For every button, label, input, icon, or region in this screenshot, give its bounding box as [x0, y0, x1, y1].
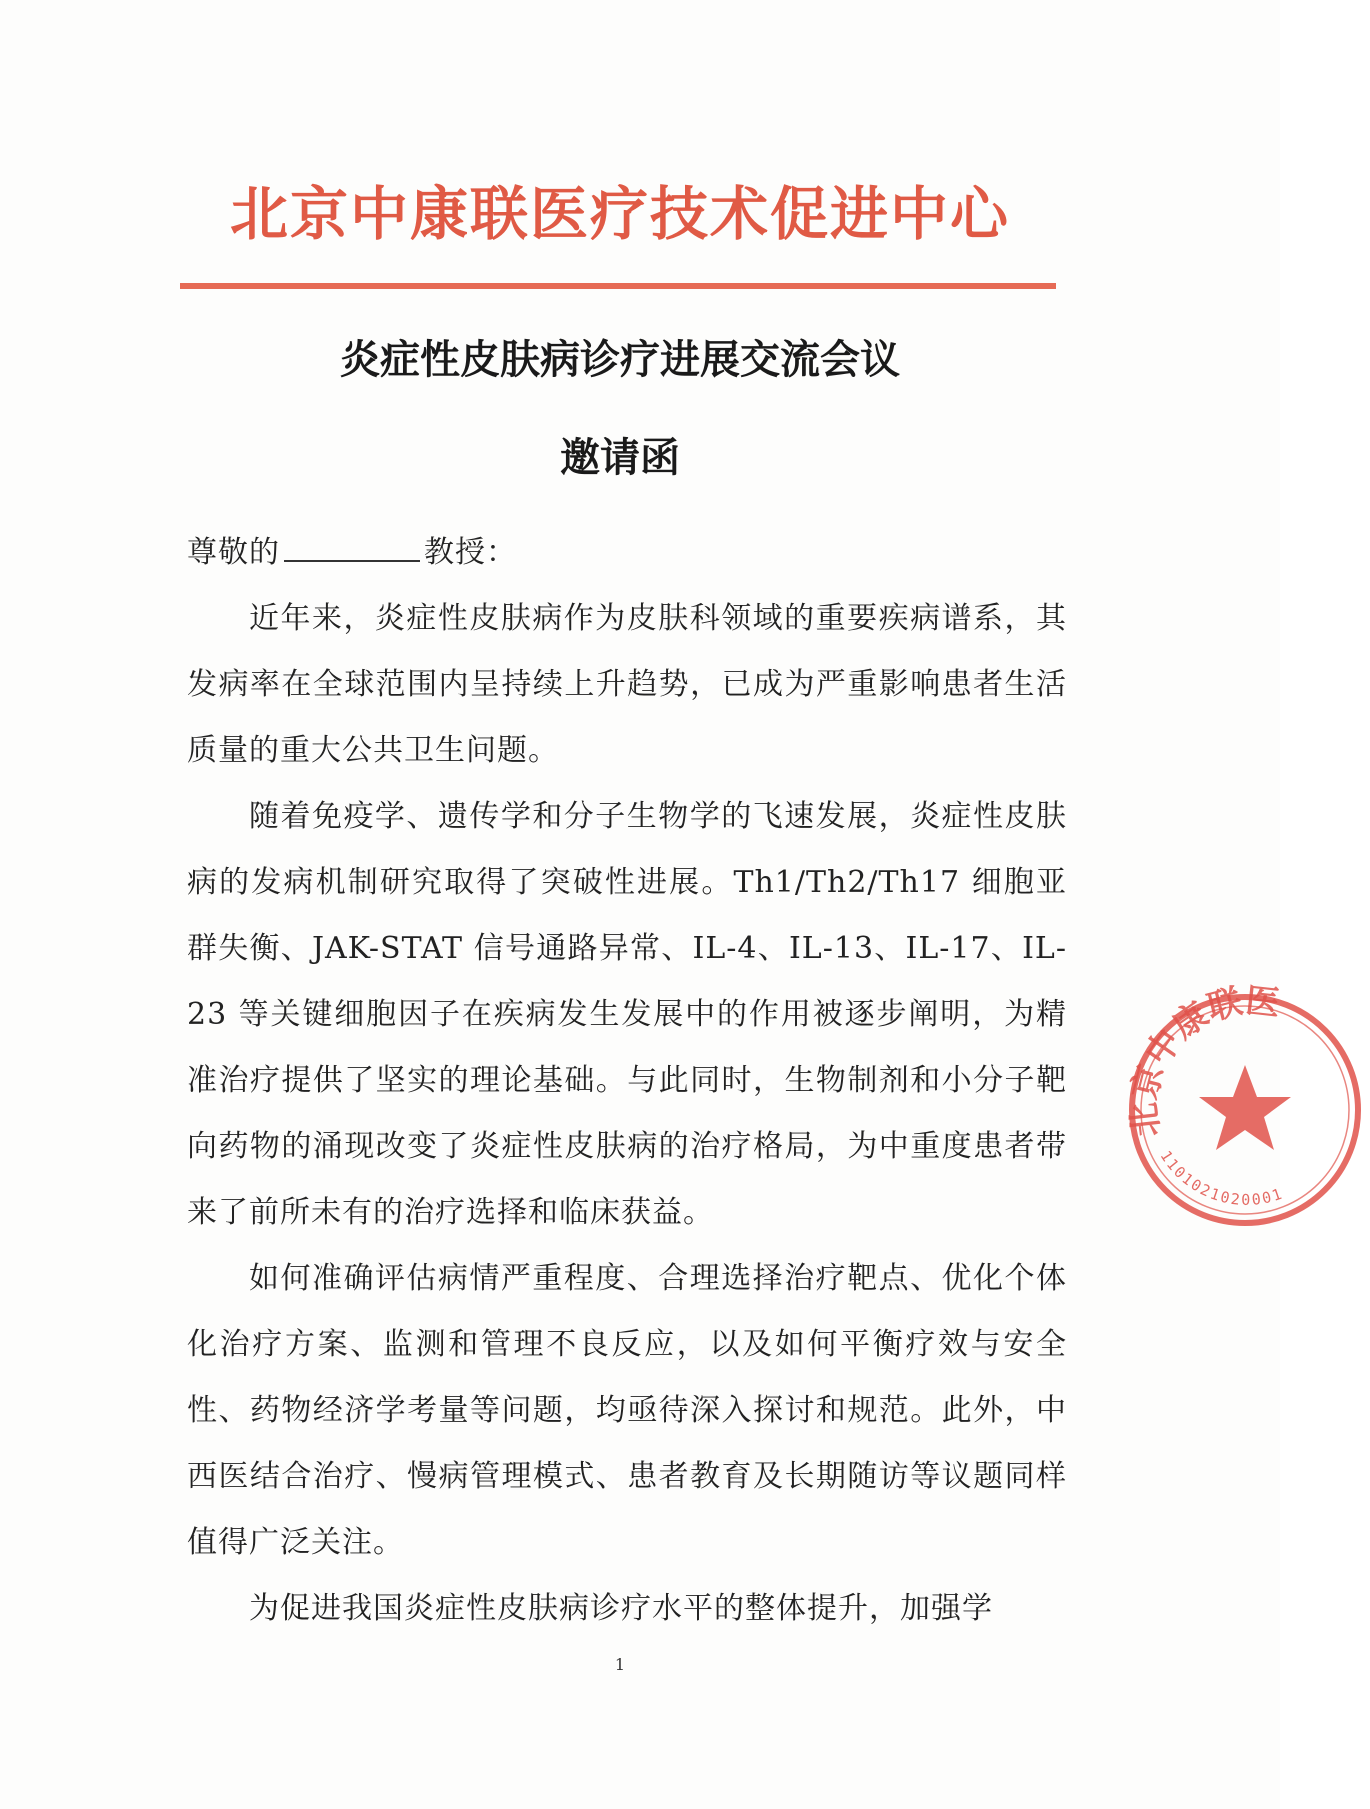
- seal-star-icon: [1199, 1065, 1291, 1150]
- letter-title: 邀请函: [560, 435, 680, 481]
- meeting-title: 炎症性皮肤病诊疗进展交流会议: [340, 337, 900, 383]
- seal-code-text: 1101021020001: [1156, 1147, 1286, 1209]
- letter-body: [187, 520, 1067, 1642]
- seal-org-text: 北京中康联医: [1123, 980, 1282, 1139]
- letterhead-divider: [180, 283, 1056, 289]
- salutation: [187, 520, 1067, 586]
- salutation-suffix: 教授：: [424, 535, 517, 570]
- paragraph-3: 如何准确评估病情严重程度、合理选择治疗靶点、优化个体化治疗方案、监测和管理不良反应，以及如何平衡疗效与安全性、药物经济学考量等问题，均亟待深入探讨和规范。此外，中西医结合治疗、慢病管理模式、患者教育及长期随访等议题同样值得广泛关注。: [187, 1261, 1067, 1560]
- salutation-prefix: 尊敬的: [187, 535, 280, 570]
- official-seal: [1120, 980, 1370, 1235]
- paragraph-1: 近年来，炎症性皮肤病作为皮肤科领域的重要疾病谱系，其发病率在全球范围内呈持续上升趋势，已成为严重影响患者生活质量的重大公共卫生问题。: [187, 601, 1067, 768]
- paragraph-4: 为促进我国炎症性皮肤病诊疗水平的整体提升，加强学: [249, 1591, 993, 1626]
- page-number: 1: [614, 1655, 626, 1674]
- name-blank: [284, 526, 420, 562]
- organization-letterhead: 北京中康联医疗技术促进中心: [229, 180, 1010, 248]
- paragraph-2: 随着免疫学、遗传学和分子生物学的飞速发展，炎症性皮肤病的发病机制研究取得了突破性进展。Th1/Th2/Th17 细胞亚群失衡、JAK-STAT 信号通路异常、IL-4、IL-13、IL-17、IL-23 等关键细胞因子在疾病发生发展中的作用被逐步阐明，为精准治疗提供了坚实的理论基础。与此同时，生物制剂和小分子靶向药物的涌现改变了炎症性皮肤病的治疗格局，为中重度患者带来了前所未有的治疗选择和临床获益。: [187, 799, 1067, 1230]
